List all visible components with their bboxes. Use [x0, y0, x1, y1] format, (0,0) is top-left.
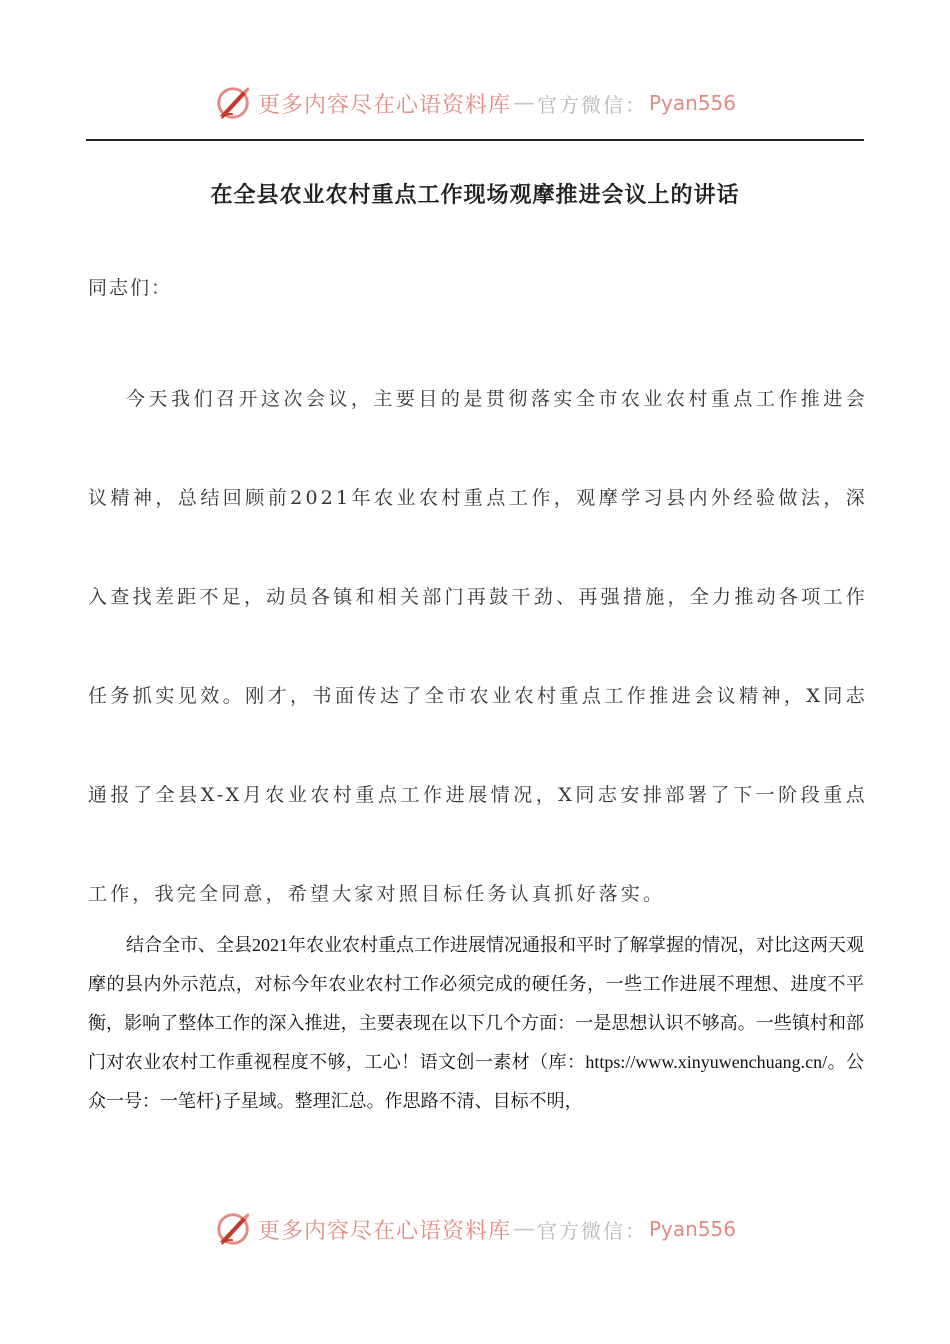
banner-separator: —	[513, 90, 535, 116]
body-paragraph-2: 结合全市、全县2021年农业农村重点工作进展情况通报和平时了解掌握的情况，对比这两天观摩的县内外示范点，对标今年农业农村工作必须完成的硬任务，一些工作进展不理想、进度不平衡，影响了整体工作的深入推进，主要表现在以下几个方面：一是思想认识不够高。一些镇村和部门对农业农村工作重视程度不够，工心！语文创一素材（库：https://www.xinyuwenchuang.cn/。公众一号：一笔杆}子星域。整理汇总。作思路不清、目标不明，	[88, 935, 864, 1111]
footer-banner	[0, 1209, 950, 1249]
salutation: 同志们：	[88, 277, 173, 299]
banner-wechat-id: Pyan556	[649, 1217, 737, 1241]
body-paragraph-1: 今天我们召开这次会议，主要目的是贯彻落实全市农业农村重点工作推进会议精神，总结回顾前2021年农业农村重点工作，观摩学习县内外经验做法，深入查找差距不足，动员各镇和相关部门再鼓干劲、再强措施，全力推动各项工作任务抓实见效。刚才，书面传达了全市农业农村重点工作推进会议精神，X同志通报了全县X-X月农业农村重点工作进展情况，X同志安排部署了下一阶段重点工作，我完全同意，希望大家对照目标任务认真抓好落实。	[88, 388, 868, 905]
quill-pen-logo-icon	[214, 1210, 252, 1248]
banner-wechat-id: Pyan556	[649, 91, 737, 115]
header-banner	[0, 83, 950, 123]
banner-wechat-label: 官方微信：	[537, 92, 647, 117]
banner-wechat-label: 官方微信：	[537, 1218, 647, 1243]
banner-brand-text: 更多内容尽在心语资料库	[257, 1218, 511, 1244]
banner-separator: —	[513, 1216, 535, 1242]
header-divider	[86, 139, 864, 141]
document-title: 在全县农业农村重点工作现场观摩推进会议上的讲话	[210, 183, 740, 208]
quill-pen-logo-icon	[214, 84, 252, 122]
banner-brand-text: 更多内容尽在心语资料库	[257, 92, 511, 118]
